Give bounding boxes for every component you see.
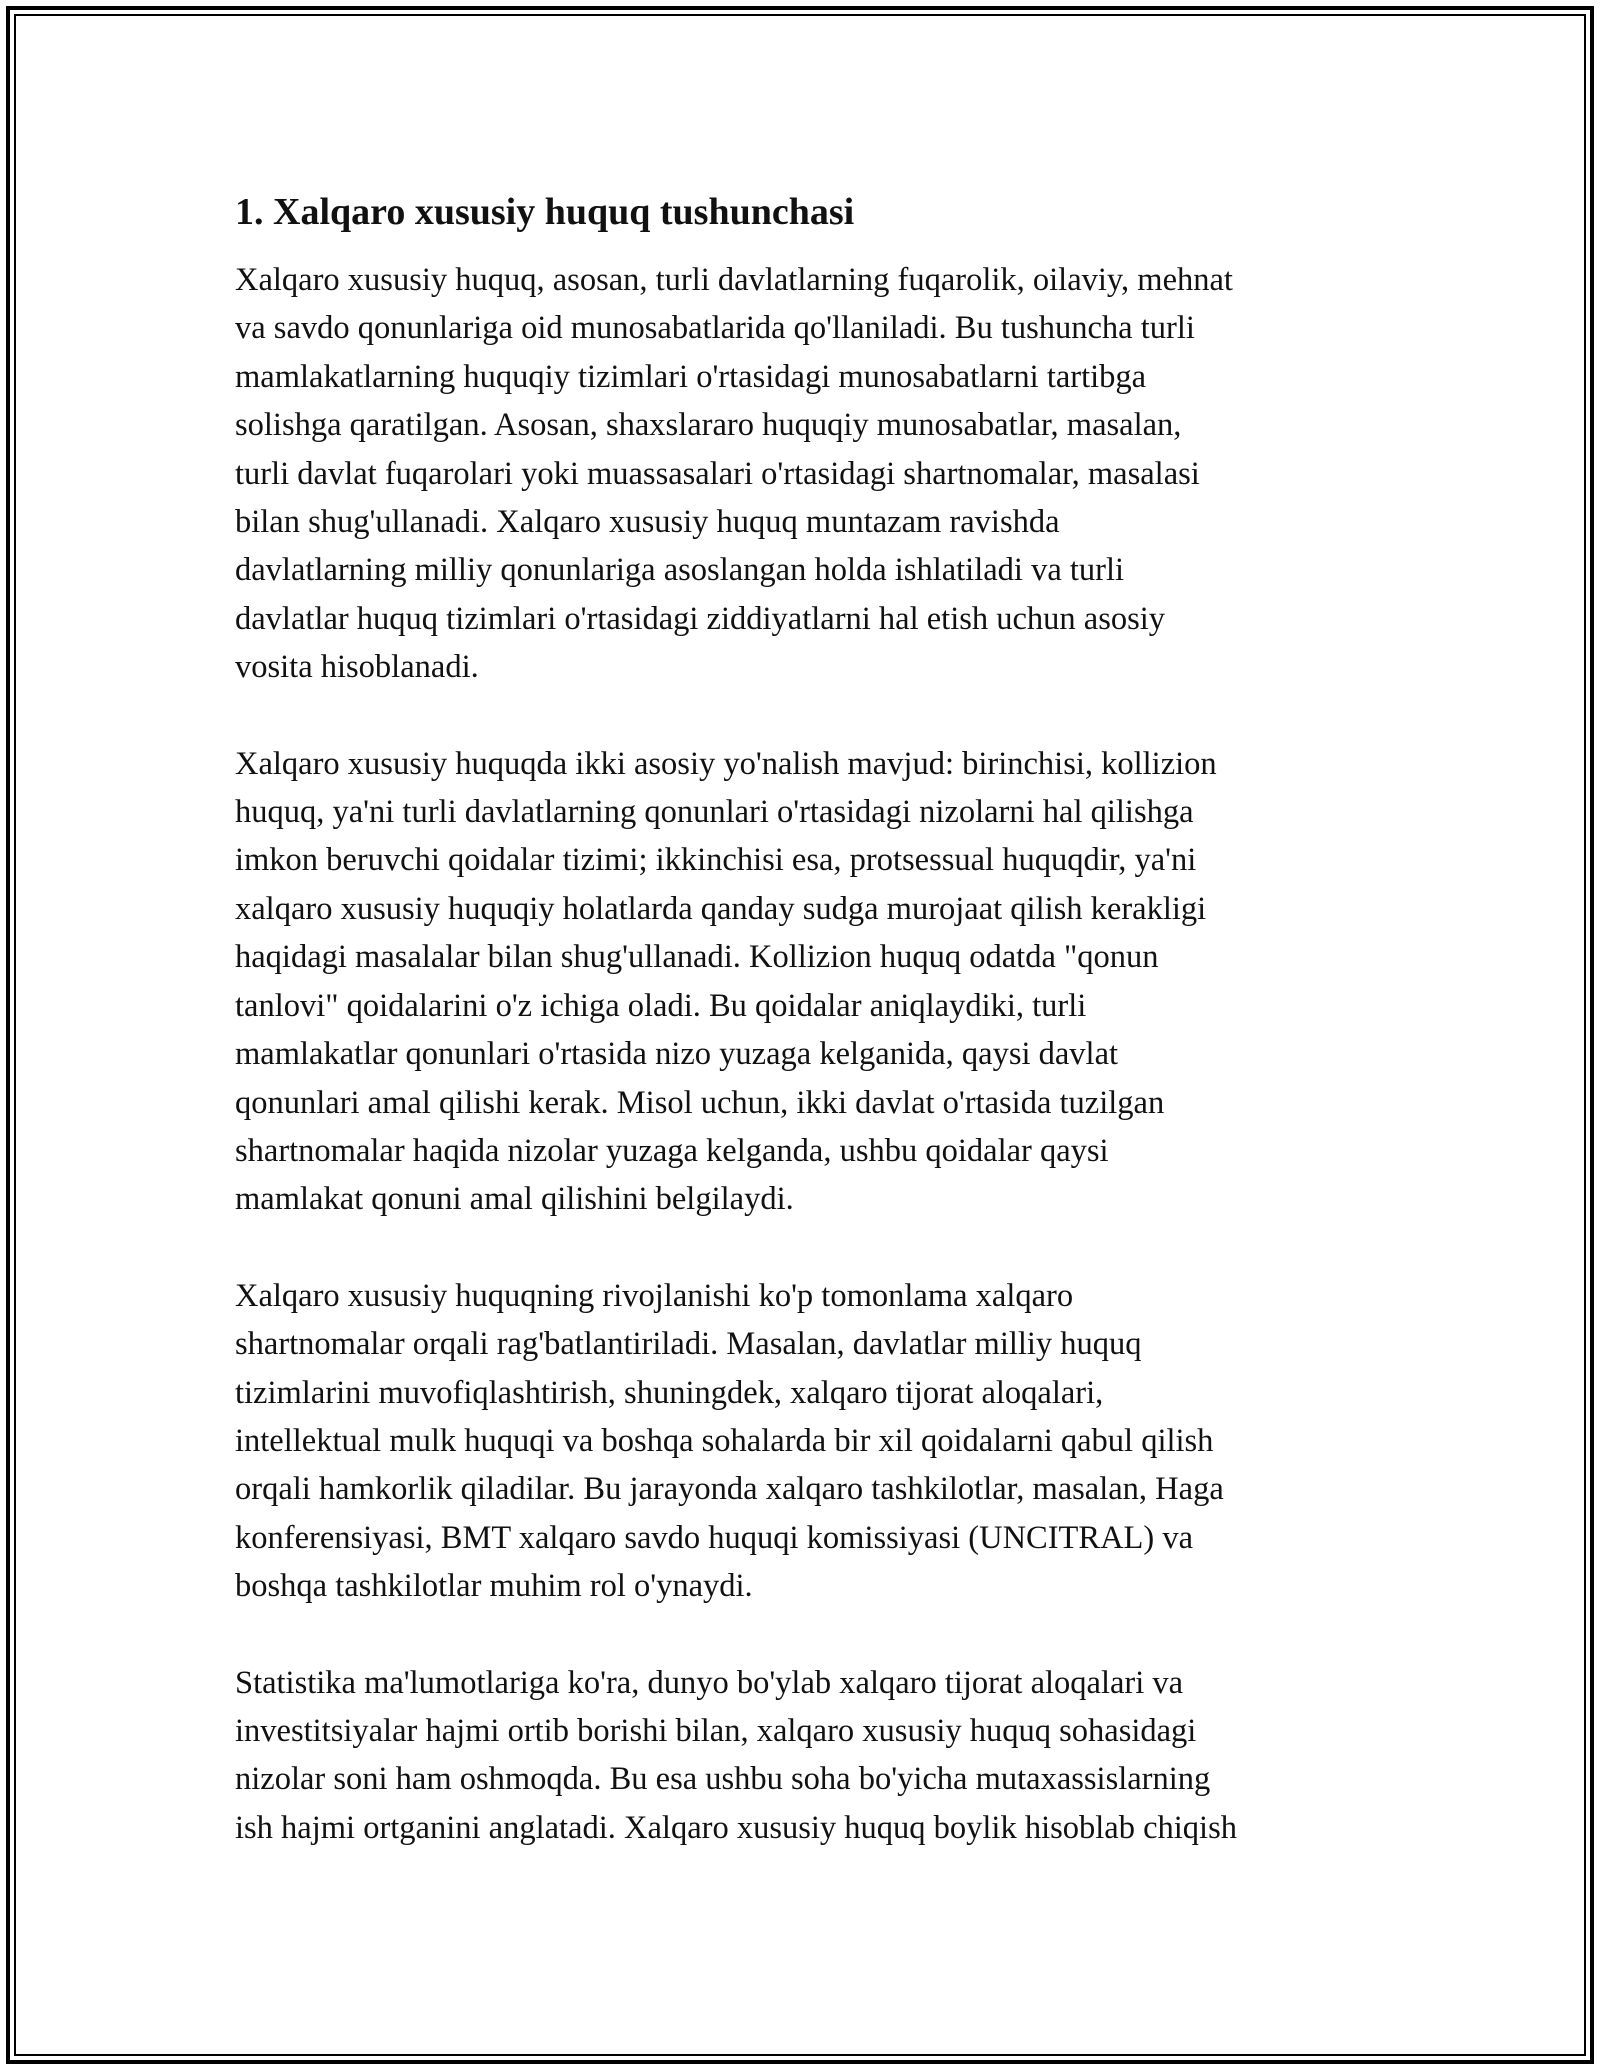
paragraph-3 bbox=[235, 1272, 1385, 1611]
text-line: intellektual mulk huquqi va boshqa sohalarda bir xil qoidalarni qabul qilish bbox=[235, 1422, 1214, 1459]
text-line: Xalqaro xususiy huquqning rivojlanishi ko'p tomonlama xalqaro bbox=[235, 1277, 1074, 1314]
text-line: davlatlarning milliy qonunlariga asoslangan holda ishlatiladi va turli bbox=[235, 552, 1125, 589]
text-line: investitsiyalar hajmi ortib borishi bilan, xalqaro xususiy huquq sohasidagi bbox=[235, 1712, 1197, 1749]
paragraph-1 bbox=[235, 256, 1385, 692]
text-line: huquq, ya'ni turli davlatlarning qonunlari o'rtasidagi nizolarni hal qilishga bbox=[235, 794, 1194, 831]
text-line: Statistika ma'lumotlariga ko'ra, dunyo bo'ylab xalqaro tijorat aloqalari va bbox=[235, 1664, 1184, 1701]
text-line: nizolar soni ham oshmoqda. Bu esa ushbu soha bo'yicha mutaxassislarning bbox=[235, 1761, 1211, 1798]
text-line: va savdo qonunlariga oid munosabatlarida qo'llaniladi. Bu tushuncha turli bbox=[235, 310, 1195, 347]
text-line: tizimlarini muvofiqlashtirish, shuningdek, xalqaro tijorat aloqalari, bbox=[235, 1374, 1104, 1411]
text-line: imkon beruvchi qoidalar tizimi; ikkinchisi esa, protsessual huquqdir, ya'ni bbox=[235, 842, 1197, 879]
text-line: orqali hamkorlik qiladilar. Bu jarayonda xalqaro tashkilotlar, masalan, Haga bbox=[235, 1471, 1224, 1508]
text-line: tanlovi" qoidalarini o'z ichiga oladi. Bu qoidalar aniqlaydiki, turli bbox=[235, 987, 1087, 1024]
text-line: xalqaro xususiy huquqiy holatlarda qanday sudga murojaat qilish kerakligi bbox=[235, 890, 1207, 927]
text-line: mamlakat qonuni amal qilishini belgilaydi. bbox=[235, 1181, 794, 1218]
text-line: boshqa tashkilotlar muhim rol o'ynaydi. bbox=[235, 1568, 753, 1605]
section-heading: 1. Xalqaro xususiy huquq tushunchasi bbox=[235, 191, 855, 233]
text-line: mamlakatlarning huquqiy tizimlari o'rtasidagi munosabatlarni tartibga bbox=[235, 358, 1147, 395]
text-line: qonunlari amal qilishi kerak. Misol uchun, ikki davlat o'rtasida tuzilgan bbox=[235, 1084, 1165, 1121]
text-line: Xalqaro xususiy huquq, asosan, turli davlatlarning fuqarolik, oilaviy, mehnat bbox=[235, 262, 1233, 298]
text-line: bilan shug'ullanadi. Xalqaro xususiy huquq muntazam ravishda bbox=[235, 504, 1060, 541]
text-line: davlatlar huquq tizimlari o'rtasidagi ziddiyatlarni hal etish uchun asosiy bbox=[235, 600, 1166, 637]
text-line: haqidagi masalalar bilan shug'ullanadi. Kollizion huquq odatda "qonun bbox=[235, 939, 1159, 976]
paragraph-4 bbox=[235, 1659, 1385, 1853]
text-line: solishga qaratilgan. Asosan, shaxslararo huquqiy munosabatlar, masalan, bbox=[235, 407, 1182, 444]
document-body bbox=[235, 186, 1385, 1900]
text-line: turli davlat fuqarolari yoki muassasalari o'rtasidagi shartnomalar, masalasi bbox=[235, 455, 1200, 492]
text-line: mamlakatlar qonunlari o'rtasida nizo yuzaga kelganida, qaysi davlat bbox=[235, 1036, 1119, 1073]
paragraph-2 bbox=[235, 740, 1385, 1224]
text-line: shartnomalar haqida nizolar yuzaga kelganda, ushbu qoidalar qaysi bbox=[235, 1132, 1109, 1169]
text-line: ish hajmi ortganini anglatadi. Xalqaro xususiy huquq boylik hisoblab chiqish bbox=[235, 1809, 1237, 1846]
text-line: Xalqaro xususiy huquqda ikki asosiy yo'nalish mavjud: birinchisi, kollizion bbox=[235, 745, 1217, 782]
text-line: konferensiyasi, BMT xalqaro savdo huquqi komissiyasi (UNCITRAL) va bbox=[235, 1519, 1194, 1556]
text-line: shartnomalar orqali rag'batlantiriladi. Masalan, davlatlar milliy huquq bbox=[235, 1326, 1142, 1363]
text-line: vosita hisoblanadi. bbox=[235, 649, 479, 686]
